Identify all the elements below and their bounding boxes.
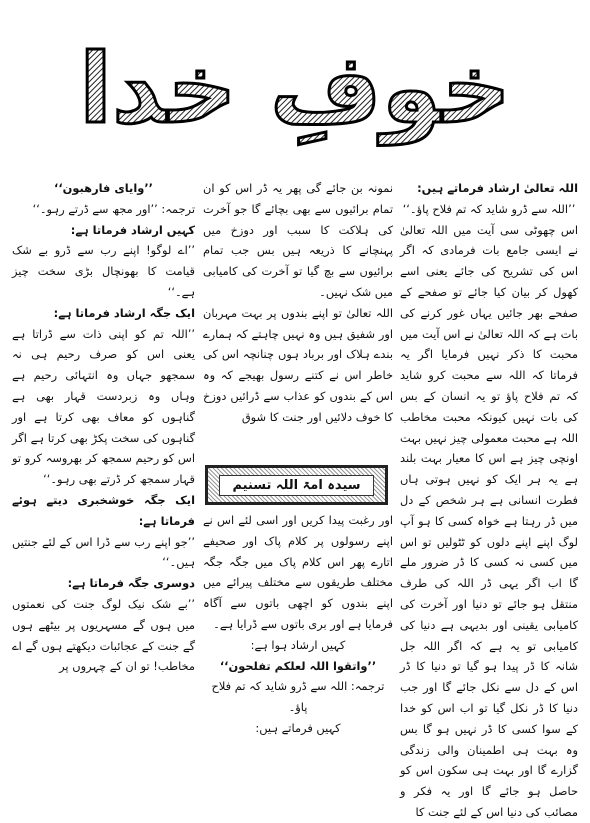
title-calligraphy (79, 22, 511, 152)
title-text: خوفِ خدا (79, 33, 511, 145)
subheading: ایک جگہ خوشخبری دیتے ہوئے فرماتا ہے: (12, 492, 195, 528)
column-middle-lower (203, 510, 393, 739)
column-middle-upper (203, 178, 393, 470)
quote: ’’اللہ سے ڈرو شاید کہ تم فلاح پاؤ۔‘‘ (402, 201, 576, 216)
subheading: کہیں ارشاد فرماتا ہے: (70, 222, 195, 237)
column-right (400, 178, 578, 823)
translation: ترجمہ: ’’اور مجھ سے ڈرتے رہو۔‘‘ (32, 201, 195, 216)
subheading: دوسری جگہ فرماتا ہے: (67, 576, 195, 591)
quote: ’’اللہ تم کو اپنی ذات سے ڈراتا ہے یعنی اس کو صرف رحیم ہی نہ سمجھو جہاں وہ انتہائی رحیم ہے وہاں وہ زبردست قہار بھی ہے گناہوں کو معاف بھی کرتا ہے اور گناہوں کی سخت پکڑ بھی کرتا ہے اگر اس کو رحیم سمجھ کر بھروسہ کرو تو قہار سمجھ کر ڈرتے بھی رہو۔‘‘ (12, 326, 195, 487)
column-left (12, 178, 195, 677)
quote: ’’جو اپنے رب سے ڈرا اس کے لئے جنتیں ہیں۔‘‘ (12, 534, 195, 570)
author-byline-box (205, 465, 388, 505)
paragraph: نمونہ بن جائے گی پھر یہ ڈر اس کو ان تمام برائیوں سے بھی بچائے گا جو آخرت کی ہلاکت کا سبب اور دوزخ میں پہنچانے کا ذریعہ ہیں بس جب تمام برائیوں سے بچ گیا تو آخرت کی کامیابی میں شک نہیں۔ (203, 181, 393, 299)
translation: ترجمہ: اللہ سے ڈرو شاید کہ تم فلاح پاؤ۔ (211, 679, 385, 715)
paragraph: اور رغبت پیدا کریں اور اسی لئے اس نے اپنے رسولوں پر کلام پاک اور صحیفے اتارے پھر اس کلام پاک میں جگہ جگہ مختلف طریقوں سے مختلف پیرائے میں اپنے بندوں کو اچھی باتوں سے آگاہ فرمایا ہے اور بری باتوں سے ڈرایا ہے۔ (203, 513, 393, 631)
subheading: ایک جگہ ارشاد فرماتا ہے: (53, 305, 195, 320)
paragraph: اللہ تعالیٰ تو اپنے بندوں پر بہت مہربان اور شفیق ہیں وہ نہیں چاہتے کہ ہمارے بندے ہلاک اور برباد ہوں چنانچہ اس کی خاطر اس نے کتنے رسول بھیجے کہ وہ اس کے بندوں کو عذاب سے ڈرائیں دوزخ کا خوف دلائیں اور جنت کا شوق (203, 305, 393, 424)
paragraph: اللہ تعالیٰ ارشاد فرماتے ہیں: (417, 181, 578, 195)
arabic-verse: ’’واتقوا اللہ لعلکم تفلحون‘‘ (219, 658, 377, 673)
paragraph: اس چھوٹی سی آیت میں اللہ تعالیٰ نے ایسی جامع بات فرمادی کہ اگر اس کی تشریح کی جائے یعنی اسے کھول کر بیان کیا جائے تو صفحے کے صفحے بھر جائیں یہاں غور کرنے کی بات ہے کہ اللہ تعالیٰ نے اس آیت میں محبت کا ذکر نہیں فرمایا اگر یہ فرماتا کہ اللہ سے محبت کرو شاید کہ تم فلاح پاؤ تو یہ انسان کے بس کی بات نہیں کیونکہ محبت مخاطب اللہ ہے محبت معمولی چیز نہیں بہت اونچی چیز ہے اس کا معیار بہت بلند ہے یہ ہر ایک کو نہیں ہوتی ہاں فطرت انسانی ہے ہر شخص کے دل میں ڈر رہتا ہے خواہ کسی کا ہو آپ لوگ اپنے اپنے دلوں کو ٹٹولیں تو اس میں کسی نہ کسی کا ڈر ضرور ملے گا اب اگر یہی ڈر اللہ کی طرف منتقل ہو جائے تو دنیا اور آخرت کی کامیابی یقینی اور بدیہی ہے دنیا کی کامیابی تو یہ ہے کہ اگر اللہ جل شانہ کا ڈر پیدا ہو گیا تو دنیا کا ڈر اس کے دل سے نکل جائے گا اور جب دنیا کا ڈر نکل گیا تو اب اس کو خدا کے سوا کسی کا ڈر نہیں ہو گا بس وہ بہت ہی اطمینان والی زندگی گزارے گا اور بہت ہی سکون اس کو حاصل ہو جائے گا اور یہ فکر و مصائب کی دنیا اس کے لئے جنت کا (400, 222, 578, 819)
subheading: کہیں فرماتے ہیں: (255, 720, 341, 735)
subheading: کہیں ارشاد ہوا ہے: (250, 637, 346, 652)
article-title (79, 22, 511, 152)
quote: ’’اے لوگو! اپنے رب سے ڈرو بے شک قیامت کا بھونچال بڑی سخت چیز ہے۔‘‘ (12, 243, 195, 299)
author-name: سیدہ امۃ اللہ تسنیم (219, 475, 373, 496)
quote: ’’بے شک نیک لوگ جنت کی نعمتوں میں ہوں گے مسہریوں پر بیٹھے ہوں گے جنت کے عجائبات دیکھتے ہوں گے اے مخاطب! تو ان کے چہروں پر (12, 596, 195, 674)
arabic-verse: ’’وایای فارھبون‘‘ (54, 181, 153, 195)
